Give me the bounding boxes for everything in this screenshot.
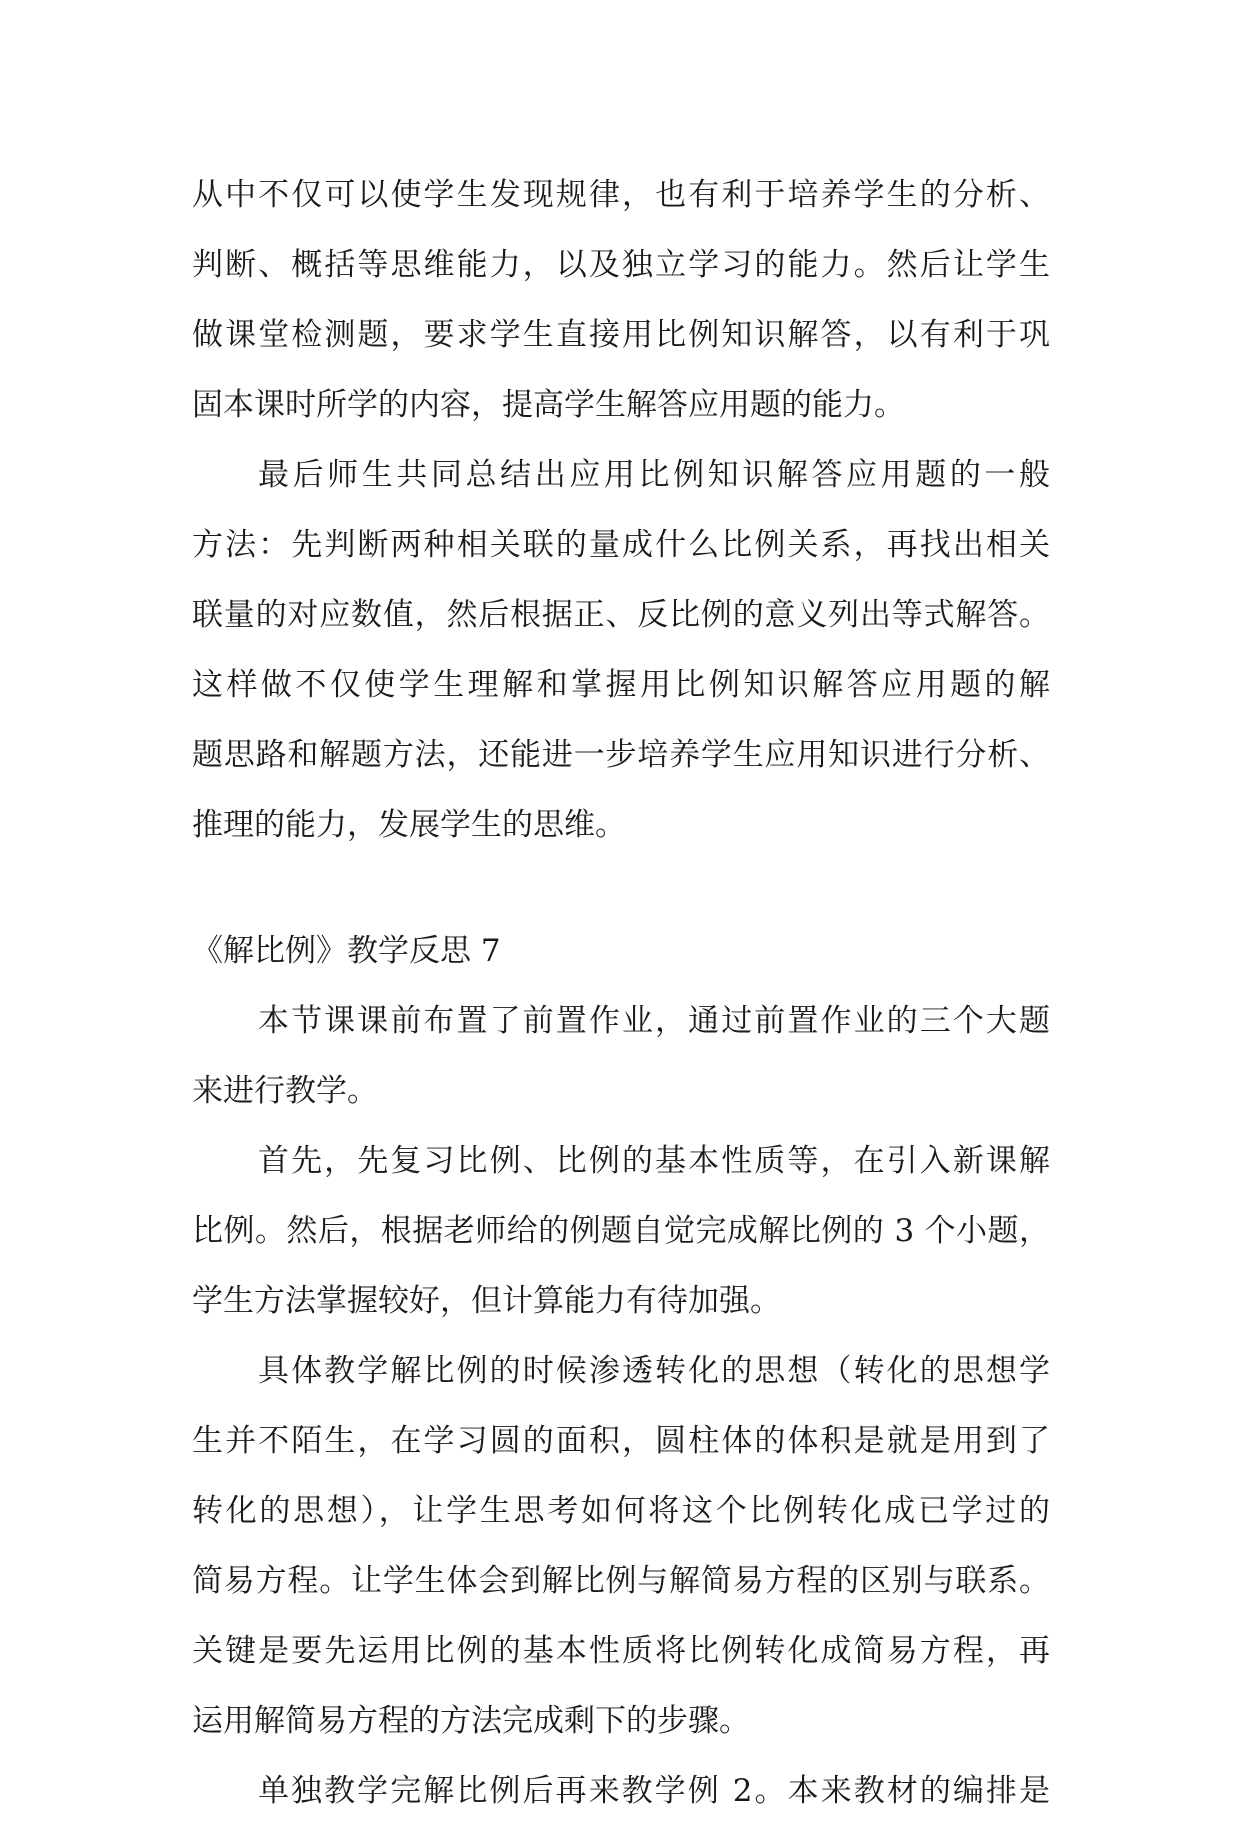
text-line: 运用解简易方程的方法完成剩下的步骤。	[192, 1703, 750, 1739]
paragraph-5	[192, 1336, 1050, 1756]
paragraph-6	[192, 1756, 1050, 1826]
document-page	[192, 160, 1050, 1826]
section-gap	[192, 860, 1050, 916]
text-line: 题思路和解题方法，还能进一步培养学生应用知识进行分析、	[192, 737, 1050, 773]
text-line: 联量的对应数值，然后根据正、反比例的意义列出等式解答。	[192, 597, 1050, 633]
text-line: 本节课课前布置了前置作业，通过前置作业的三个大题	[258, 1003, 1050, 1039]
text-line: 单独教学完解比例后再来教学例 2。本来教材的编排是	[258, 1773, 1050, 1809]
text-line: 来进行教学。	[192, 1073, 378, 1109]
paragraph-2	[192, 440, 1050, 860]
text-line: 简易方程。让学生体会到解比例与解简易方程的区别与联系。	[192, 1563, 1050, 1599]
text-line: 最后师生共同总结出应用比例知识解答应用题的一般	[258, 457, 1050, 493]
text-line: 方法：先判断两种相关联的量成什么比例关系，再找出相关	[192, 527, 1050, 563]
paragraph-4	[192, 1126, 1050, 1336]
text-line: 推理的能力，发展学生的思维。	[192, 807, 626, 843]
text-line: 具体教学解比例的时候渗透转化的思想（转化的思想学	[258, 1353, 1050, 1389]
text-line: 从中不仅可以使学生发现规律，也有利于培养学生的分析、	[192, 177, 1050, 213]
text-line: 比例。然后，根据老师给的例题自觉完成解比例的 3 个小题，	[192, 1213, 1050, 1249]
section-heading: 《解比例》教学反思 7	[192, 933, 501, 969]
text-line: 关键是要先运用比例的基本性质将比例转化成简易方程，再	[192, 1633, 1050, 1669]
text-line: 首先，先复习比例、比例的基本性质等，在引入新课解	[258, 1143, 1050, 1179]
text-line: 学生方法掌握较好，但计算能力有待加强。	[192, 1283, 781, 1319]
text-line: 转化的思想），让学生思考如何将这个比例转化成已学过的	[192, 1493, 1050, 1529]
text-line: 做课堂检测题，要求学生直接用比例知识解答，以有利于巩	[192, 317, 1050, 353]
text-line: 这样做不仅使学生理解和掌握用比例知识解答应用题的解	[192, 667, 1050, 703]
text-line: 生并不陌生，在学习圆的面积，圆柱体的体积是就是用到了	[192, 1423, 1050, 1459]
paragraph-3	[192, 986, 1050, 1126]
text-line: 判断、概括等思维能力，以及独立学习的能力。然后让学生	[192, 247, 1050, 283]
paragraph-1	[192, 160, 1050, 440]
text-line: 固本课时所学的内容，提高学生解答应用题的能力。	[192, 387, 905, 423]
